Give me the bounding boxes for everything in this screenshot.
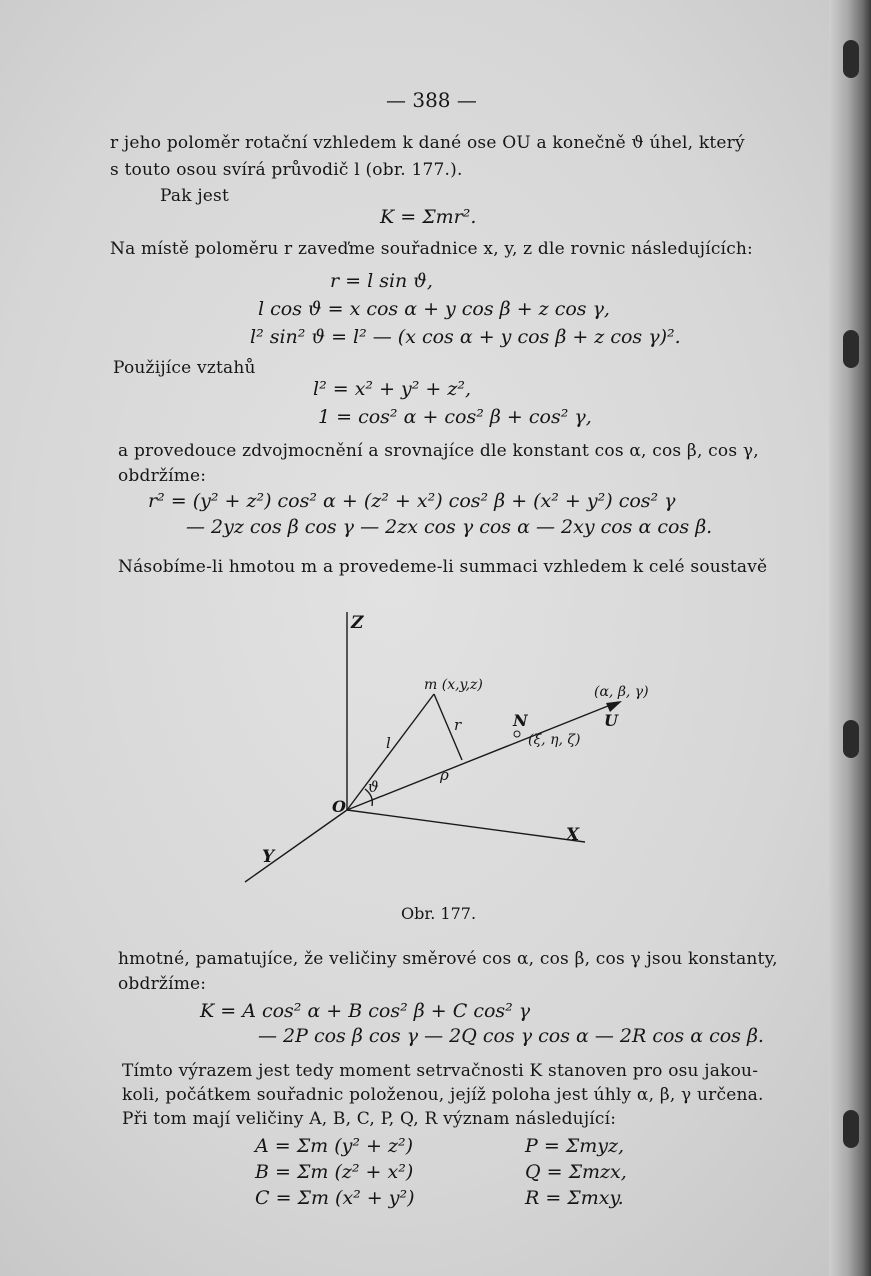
point-n-marker: [514, 731, 520, 737]
rho-label: ρ: [440, 766, 449, 784]
r-label: r: [454, 716, 462, 734]
x-axis-line: [347, 810, 585, 842]
para6-line2: obdržíme:: [118, 974, 207, 994]
definition-C: C = Σm (x² + y²): [255, 1187, 415, 1209]
equation-K: K = Σmr².: [380, 206, 477, 228]
equation: r² = (y² + z²) cos² α + (z² + x²) cos² β + (x² + y²) cos² γ: [148, 490, 676, 512]
para5: Násobíme-li hmotou m a provedeme-li summaci vzhledem k celé soustavě: [118, 557, 768, 577]
equation: l² sin² ϑ = l² — (x cos α + y cos β + z cos γ)².: [250, 326, 681, 348]
equation: K = A cos² α + B cos² β + C cos² γ: [200, 1000, 531, 1022]
para1-line3: Pak jest: [160, 186, 230, 206]
para1-line1: r jeho poloměr rotační vzhledem k dané ose OU a konečně ϑ úhel, který: [110, 133, 745, 153]
y-axis-label: Y: [262, 847, 275, 867]
para4-line1: a provedouce zdvojmocnění a srovnajíce dle konstant cos α, cos β, cos γ,: [118, 441, 759, 461]
equation: — 2P cos β cos γ — 2Q cos γ cos α — 2R cos α cos β.: [258, 1025, 764, 1047]
equation: 1 = cos² α + cos² β + cos² γ,: [318, 406, 592, 428]
para7-line1: Tímto výrazem jest tedy moment setrvačnosti K stanoven pro osu jakou-: [122, 1061, 759, 1081]
theta-label: ϑ: [368, 778, 379, 796]
equation: — 2yz cos β cos γ — 2zx cos γ cos α — 2xy cos α cos β.: [186, 516, 713, 538]
point-u-label: U: [604, 711, 618, 730]
x-axis-label: X: [566, 825, 580, 845]
definition-P: P = Σmyz,: [525, 1135, 625, 1157]
figure-caption: Obr. 177.: [401, 904, 477, 923]
point-n-label: N: [513, 711, 528, 730]
para7-line2: koli, počátkem souřadnic položenou, jejíž poloha jest úhly α, β, γ určena.: [122, 1085, 764, 1105]
definition-A: A = Σm (y² + z²): [255, 1135, 414, 1157]
point-m-label: m (x,y,z): [424, 677, 483, 693]
l-label: l: [386, 734, 391, 752]
direction-label: (α, β, γ): [594, 684, 649, 700]
y-axis-line: [245, 810, 347, 882]
page-number: — 388 —: [386, 88, 477, 112]
equation: l² = x² + y² + z²,: [313, 378, 472, 400]
para3: Použijíce vztahů: [113, 358, 256, 378]
para2: Na místě poloměru r zaveďme souřadnice x, y, z dle rovnic následujících:: [110, 239, 753, 259]
origin-label: O: [332, 797, 346, 816]
definition-B: B = Σm (z² + x²): [255, 1161, 414, 1183]
para6-line1: hmotné, pamatujíce, že veličiny směrové cos α, cos β, cos γ jsou konstanty,: [118, 949, 778, 969]
definition-R: R = Σmxy.: [525, 1187, 624, 1209]
para1-line2: s touto osou svírá průvodič l (obr. 177.).: [110, 160, 463, 180]
definition-Q: Q = Σmzx,: [525, 1161, 627, 1183]
para7-line3: Při tom mají veličiny A, B, C, P, Q, R význam následující:: [122, 1109, 617, 1129]
equation: r = l sin ϑ,: [330, 270, 433, 292]
n-coords-label: (ξ, η, ζ): [528, 732, 581, 748]
z-axis-label: Z: [351, 613, 364, 633]
equation: l cos ϑ = x cos α + y cos β + z cos γ,: [258, 298, 610, 320]
para4-line2: obdržíme:: [118, 466, 207, 486]
